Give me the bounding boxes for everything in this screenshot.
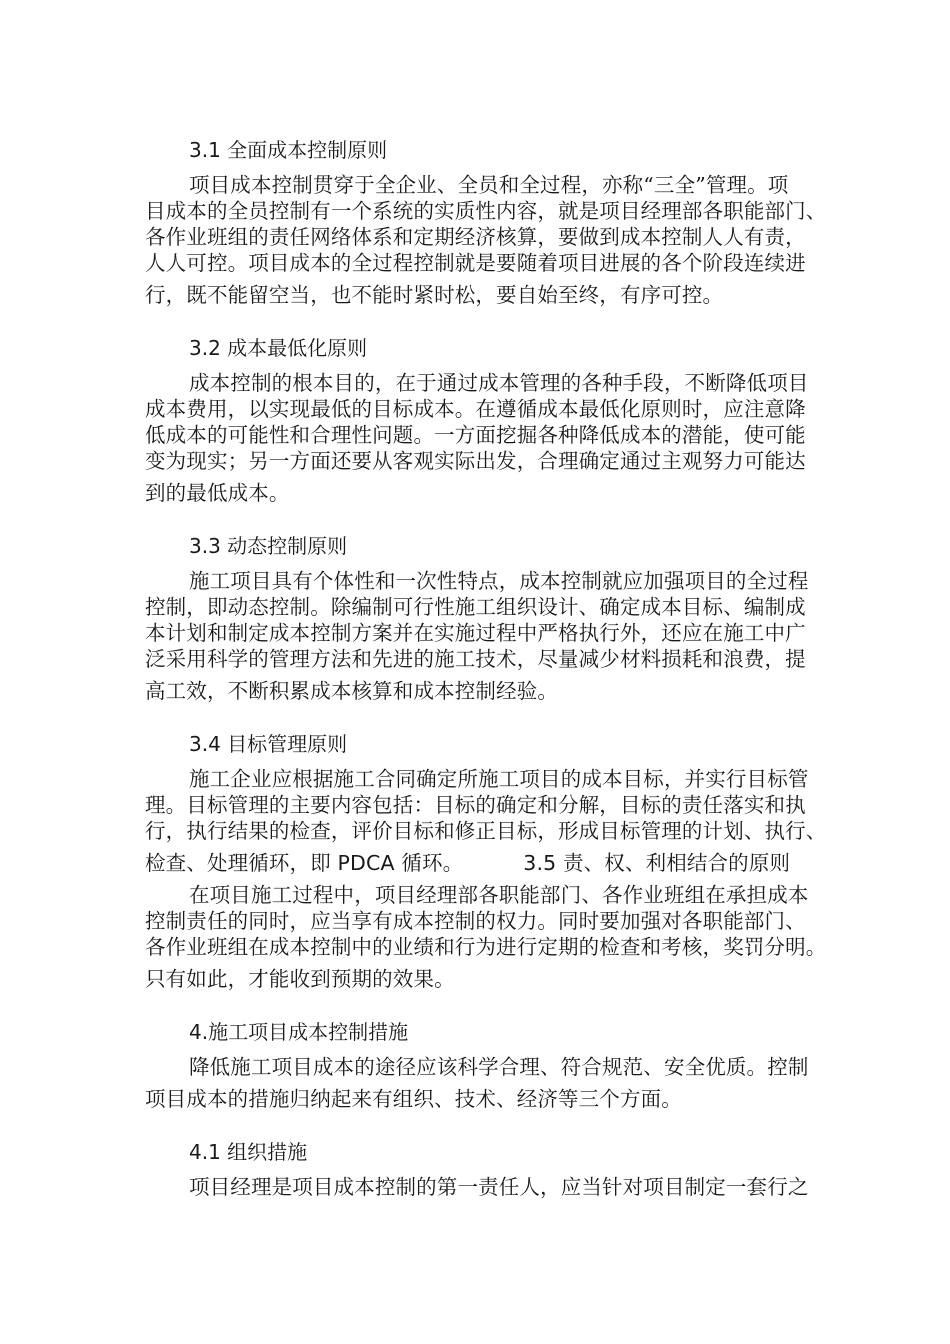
paragraph (145, 172, 890, 308)
paragraph (145, 1174, 890, 1200)
paragraph-line: 控制，即动态控制。除编制可行性施工组织设计、确定成本目标、编制成 (145, 595, 806, 619)
section-heading: 4.1 组织措施 (189, 1140, 308, 1164)
section-3-1 (145, 136, 890, 308)
pdca-term: PDCA (337, 851, 395, 875)
paragraph-line: 目成本的全员控制有一个系统的实质性内容，就是项目经理部各职能部门、 (145, 199, 827, 223)
section-heading: 3.2 成本最低化原则 (189, 336, 368, 360)
paragraph (145, 766, 890, 876)
paragraph-line: 降低施工项目成本的途径应该科学合理、符合规范、安全优质。控制 (189, 1055, 809, 1079)
paragraph (145, 568, 890, 704)
section-3-2 (145, 334, 890, 506)
paragraph-line: 到的最低成本。 (145, 481, 290, 505)
paragraph-line: 项目成本控制贯穿于全企业、全员和全过程，亦称“三全”管理。项 (189, 173, 789, 197)
paragraph-line: 施工项目具有个体性和一次性特点，成本控制就应加强项目的全过程 (189, 569, 809, 593)
paragraph-text: 检查、处理循环，即 (145, 851, 338, 875)
paragraph-line: 行，执行结果的检查，评价目标和修正目标，形成目标管理的计划、执行、 (145, 819, 827, 843)
paragraph-line: 泛采用科学的管理方法和先进的施工技术，尽量减少材料损耗和浪费，提 (145, 647, 806, 671)
section-3-4 (145, 730, 890, 992)
section-3-3 (145, 532, 890, 704)
section-heading-3-5: 3.5 责、权、利相结合的原则 (523, 851, 791, 875)
section-4-1 (145, 1138, 890, 1200)
paragraph-line: 控制责任的同时，应当享有成本控制的权力。同时要加强对各职能部门、 (145, 909, 806, 933)
paragraph-line: 行，既不能留空当，也不能时紧时松，要自始至终，有序可控。 (145, 283, 724, 307)
paragraph-line: 人人可控。项目成本的全过程控制就是要随着项目进展的各个阶段连续进 (145, 251, 806, 275)
paragraph-line: 只有如此，才能收到预期的效果。 (145, 967, 455, 991)
paragraph-line: 理。目标管理的主要内容包括：目标的确定和分解，目标的责任落实和执 (145, 793, 806, 817)
document-body (145, 136, 890, 1200)
section-heading: 3.1 全面成本控制原则 (189, 138, 388, 162)
paragraph-line: 施工企业应根据施工合同确定所施工项目的成本目标，并实行目标管 (189, 767, 809, 791)
paragraph-line: 成本控制的根本目的，在于通过成本管理的各种手段，不断降低项目 (189, 371, 809, 395)
paragraph-line: 项目成本的措施归纳起来有组织、技术、经济等三个方面。 (145, 1087, 682, 1111)
paragraph (145, 370, 890, 506)
paragraph-line: 在项目施工过程中，项目经理部各职能部门、各作业班组在承担成本 (189, 883, 809, 907)
paragraph-line: 高工效，不断积累成本核算和成本控制经验。 (145, 679, 558, 703)
section-heading: 3.4 目标管理原则 (189, 732, 348, 756)
paragraph-line: 成本费用，以实现最低的目标成本。在遵循成本最低化原则时，应注意降 (145, 397, 806, 421)
paragraph-line: 各作业班组在成本控制中的业绩和行为进行定期的检查和考核，奖罚分明。 (145, 935, 827, 959)
section-heading: 4.施工项目成本控制措施 (189, 1020, 409, 1044)
paragraph-line: 变为现实；另一方面还要从客观实际出发，合理确定通过主观努力可能达 (145, 449, 806, 473)
paragraph-line: 本计划和制定成本控制方案并在实施过程中严格执行外，还应在施工中广 (145, 621, 806, 645)
paragraph-line: 项目经理是项目成本控制的第一责任人，应当针对项目制定一套行之 (189, 1175, 809, 1199)
paragraph-text: 循环。 (394, 851, 464, 875)
paragraph-line: 低成本的可能性和合理性问题。一方面挖掘各种降低成本的潜能，使可能 (145, 423, 806, 447)
paragraph-line (145, 850, 890, 876)
section-heading: 3.3 动态控制原则 (189, 534, 348, 558)
paragraph-line: 各作业班组的责任网络体系和定期经济核算，要做到成本控制人人有责， (145, 225, 806, 249)
section-4 (145, 1018, 890, 1112)
paragraph (145, 882, 890, 992)
paragraph (145, 1054, 890, 1112)
